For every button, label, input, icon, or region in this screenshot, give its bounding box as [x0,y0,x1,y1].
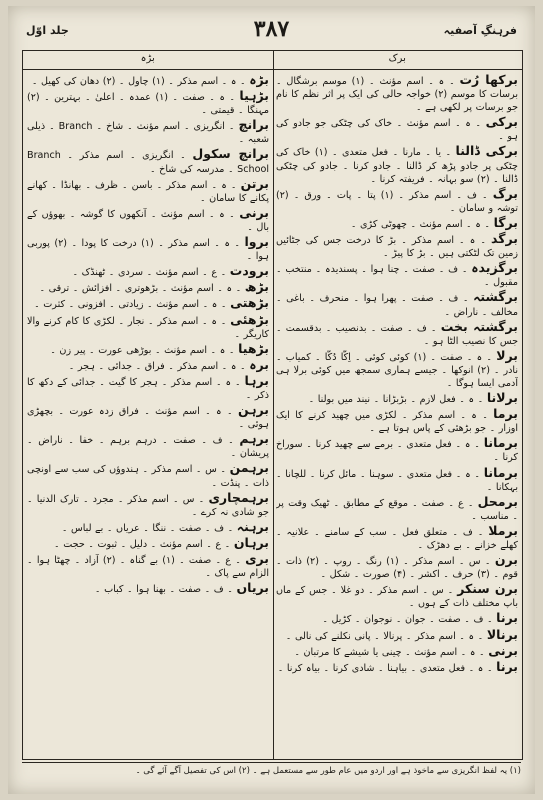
entry-headword: برنالا [486,626,518,642]
entry-headword: برہنہ [236,518,269,534]
dictionary-entry: بروا ۔ ہ ۔ اسم مذکر ۔ (۱) درخت کا پودا ۔ (۲) پوربی ہوا ۔ [27,234,269,263]
entry-definition: س ۔ اسم مذکر ۔ دو غلا ۔ جس کے ماں باپ مختلف ذات کے ہوں ۔ [276,585,518,610]
entry-definition: ہ ۔ اسم مذکر ۔ لکڑی میں چھید کرنے کا ایک اوزار ۔ جو بڑھئی کے پاس ہوتا ہے ۔ [276,410,518,435]
dictionary-entry: بڑھیا ۔ ہ ۔ اسم مؤنث ۔ بوڑھی عورت ۔ پیر زن ۔ [50,340,269,356]
entry-definition: ع ۔ اسم مؤنث ۔ سردی ۔ ٹھنڈک ۔ [72,267,218,279]
entry-definition: ہ ۔ اسم مذکر ۔ پرنالا ۔ پانی نکلنے کی نالی ۔ [285,630,475,642]
entry-definition: ہ ۔ اسم مؤنث ۔ بوڑھی عورت ۔ پیر زن ۔ [50,344,226,356]
entry-headword: برگزیدہ [471,260,518,276]
book-title: فرہنگِ آصفیہ [443,24,517,37]
entry-definition: ف ۔ صفت ۔ چنا ہوا ۔ پسندیدہ ۔ منتخب ۔ مقبول ۔ [276,264,518,289]
entry-headword: برنی [239,204,269,220]
entry-headword: برنا [496,658,518,674]
dictionary-entry: بڑھتی ۔ ہ ۔ اسم مؤنث ۔ زیادتی ۔ افزونی ۔ کثرت ۔ [34,295,269,311]
entry-headword: برہا [244,372,269,388]
entry-definition: ہ ۔ اسم مؤنث ۔ زیادتی ۔ افزونی ۔ کثرت ۔ [34,299,218,311]
entry-headword: برگد [491,231,518,247]
dictionary-entry: برکی ۔ ہ ۔ اسم مؤنث ۔ خاک کی چٹکی جو جادو کی ہو ۔ [276,114,518,143]
entry-headword: برکی ڈالنا [455,143,518,159]
dictionary-page [8,6,535,794]
entry-headword: بڑھیا [238,340,269,356]
entry-headword: برملا [488,522,518,538]
entry-definition: انگریزی ۔ اسم مذکر ۔ Branch School ۔ مدرسہ کی شاخ ۔ [27,150,269,175]
entry-headword: برگا [493,214,518,230]
entry-definition: ہ ۔ اسم مؤنث ۔ آنکھوں کا گوشہ ۔ بھوؤں کے بال ۔ [27,208,269,233]
entry-definition: ہ ۔ فعل متعدی ۔ سوہنا ۔ مائل کرنا ۔ للچانا ۔ بہکانا ۔ [276,468,518,493]
volume-label: جلد اوّل [26,24,69,37]
dictionary-entry: برگد ۔ ہ ۔ اسم مذکر ۔ بڑ کا درخت جس کی جٹائیں زمین تک لٹکتی ہیں ۔ بڑ کا پیڑ ۔ [276,231,518,260]
entry-headword: برتن [240,175,269,191]
entry-headword: برمحل [477,493,518,509]
dictionary-entry: برتن ۔ ہ ۔ اسم مذکر ۔ باسن ۔ ظرف ۔ بھانڈا ۔ کھانے پکانے کا سامان ۔ [27,175,269,204]
dictionary-entry: بریاں ۔ ف ۔ صفت ۔ بھنا ہوا ۔ کباب ۔ [94,580,269,596]
entry-definition: ہ ۔ اسم مذکر ۔ (۱) درخت کا پودا ۔ (۲) پوربی ہوا ۔ [27,238,269,263]
dictionary-entry: بڑھئی ۔ ہ ۔ اسم مذکر ۔ نجار ۔ لکڑی کا کام کرنے والا کاریگر ۔ [27,311,269,340]
dictionary-entry: برنی ۔ ہ ۔ اسم مؤنث ۔ آنکھوں کا گوشہ ۔ بھوؤں کے بال ۔ [27,204,269,233]
left-column [27,73,269,755]
entry-headword: برمانا [483,464,518,480]
entry-definition: ہ ۔ اسم مذکر ۔ ہجر کا گیت ۔ جدائی کے دکھ کا ذکر ۔ [27,376,269,401]
entry-headword: برنی [488,642,518,658]
dictionary-entry: برہنہ ۔ ف ۔ صفت ۔ ننگا ۔ عریاں ۔ بے لباس ۔ [61,518,269,534]
entry-headword: برہن [237,402,269,418]
entry-headword: برگشتہ [473,289,518,305]
entry-headword: برودت [229,263,269,279]
dictionary-entry: برملا ۔ ف ۔ متعلق فعل ۔ سب کے سامنے ۔ علانیہ ۔ کھلے خزانے ۔ بے دھڑک ۔ [276,522,518,551]
dictionary-entry: برہان ۔ ع ۔ اسم مؤنث ۔ دلیل ۔ ثبوت ۔ حجت ۔ [54,534,269,550]
dictionary-entry: برمحل ۔ ع ۔ صفت ۔ موقع کے مطابق ۔ ٹھیک وقت پر ۔ مناسب ۔ [276,493,518,522]
entry-headword: بڑھ [244,279,269,295]
entry-headword: برہ [249,356,269,372]
entry-headword: برہم [239,431,269,447]
dictionary-entry: برلا ۔ ہ ۔ صفت ۔ (۱) کوئی کوئی ۔ اِکّا دُکّا ۔ کمیاب ۔ نادر ۔ (۲) انوکھا ۔ جیسے ہماری سمجھ میں کوئی برلا ہی آدمی ایسا ہوگا ۔ [276,347,518,389]
entry-definition: س ۔ اسم مذکر ۔ (۱) رنگ ۔ روپ ۔ (۲) ذات ۔ قوم ۔ (۳) حرف ۔ اکشر ۔ (۴) صورت ۔ شکل ۔ [276,556,518,581]
entry-headword: برنا [496,610,518,626]
entry-headword: بڑھئی [230,311,269,327]
dictionary-entry: برہن ۔ ہ ۔ اسم مؤنث ۔ فراق زدہ عورت ۔ بچھڑی ہوئی ۔ [27,402,269,431]
entry-definition: ہ ۔ فعل لازم ۔ بڑبڑانا ۔ نیند میں بولنا ۔ [308,394,475,406]
entry-headword: برہمچاری [208,489,269,505]
entry-definition: ہ ۔ اسم مؤنث ۔ چینی یا شیشے کا مرتبان ۔ [294,646,476,658]
entry-definition: ع ۔ صفت ۔ (۱) بے گناہ ۔ (۲) آزاد ۔ چھٹا ہوا ۔ الزام سے پاک ۔ [27,555,269,580]
entry-definition: ع ۔ صفت ۔ موقع کے مطابق ۔ ٹھیک وقت پر ۔ مناسب ۔ [276,497,518,522]
entry-headword: برلا [496,347,518,363]
dictionary-entry: برہمن ۔ س ۔ اسم مذکر ۔ ہندوؤں کی سب سے اونچی ذات ۔ پنڈت ۔ [27,460,269,489]
page-footnote [22,762,521,791]
entry-definition: ہ ۔ اسم مؤنث ۔ چھوٹی کڑی ۔ [350,218,481,230]
dictionary-entry: بڑہ ۔ ہ ۔ اسم مذکر ۔ (۱) چاول ۔ (۲) دھان کی کھیل ۔ [31,73,269,87]
dictionary-entry: برن ۔ س ۔ اسم مذکر ۔ (۱) رنگ ۔ روپ ۔ (۲) ذات ۔ قوم ۔ (۳) حرف ۔ اکشر ۔ (۴) صورت ۔ شکل ۔ [276,552,518,581]
entry-headword: برمانا [483,435,518,451]
entry-definition: ف ۔ صفت ۔ ننگا ۔ عریاں ۔ بے لباس ۔ [61,522,225,534]
entry-headword: برکھا رُت [459,73,518,87]
dictionary-entry: بڑھ ۔ ہ ۔ اسم مؤنث ۔ بڑھوتری ۔ افزائش ۔ ترقی ۔ [39,279,269,295]
entry-definition: ہ ۔ اسم مذکر ۔ فراق ۔ جدائی ۔ ہجر ۔ [68,360,237,372]
entry-headword: برہمن [229,460,269,476]
dictionary-entry: برکی ڈالنا ۔ یا ۔ مارنا ۔ فعل متعدی ۔ (۱) خاک کی چٹکی پر جادو پڑھ کر ڈالنا ۔ جادو کرنا ۔ جادو کی چٹکی ڈالنا ۔ (۲) سو بہانہ ۔ فریفتہ کرنا ۔ [276,143,518,185]
dictionary-entry: برنا ۔ ہ ۔ فعل متعدی ۔ بیاہنا ۔ شادی کرنا ۔ بیاہ کرنا ۔ [277,658,518,674]
entry-headword: بروا [244,234,269,250]
dictionary-entry: برما ۔ ہ ۔ اسم مذکر ۔ لکڑی میں چھید کرنے کا ایک اوزار ۔ جو بڑھئی کے پاس ہوتا ہے ۔ [276,406,518,435]
dictionary-entry: برن سنکر ۔ س ۔ اسم مذکر ۔ دو غلا ۔ جس کے ماں باپ مختلف ذات کے ہوں ۔ [276,581,518,610]
entry-headword: برکی [485,114,518,130]
two-column-frame [22,50,523,760]
dictionary-entry: برہا ۔ ہ ۔ اسم مذکر ۔ ہجر کا گیت ۔ جدائی کے دکھ کا ذکر ۔ [27,372,269,401]
column-divider [273,51,274,759]
entry-definition: ہ ۔ اسم مذکر ۔ نجار ۔ لکڑی کا کام کرنے والا کاریگر ۔ [27,315,269,340]
entry-definition: ہ ۔ اسم مؤنث ۔ خاک کی چٹکی جو جادو کی ہو ۔ [276,118,518,143]
dictionary-entry: بری ۔ ع ۔ صفت ۔ (۱) بے گناہ ۔ (۲) آزاد ۔ چھٹا ہوا ۔ الزام سے پاک ۔ [27,551,269,580]
entry-definition: ف ۔ صفت ۔ درہم برہم ۔ خفا ۔ ناراض ۔ پریشان ۔ [27,435,269,460]
page-number: ۳۸۷ [253,16,290,42]
entry-definition: ف ۔ صفت ۔ بھنا ہوا ۔ کباب ۔ [94,584,224,596]
entry-definition: ف ۔ صفت ۔ جوان ۔ نوجوان ۔ کڑیل ۔ [322,614,484,626]
entry-definition: یا ۔ مارنا ۔ فعل متعدی ۔ (۱) خاک کی چٹکی پر جادو پڑھ کر ڈالنا ۔ جادو کرنا ۔ جادو کی چٹکی ڈالنا ۔ (۲) سو بہانہ ۔ فریفتہ کرنا ۔ [276,147,518,185]
dictionary-entry: برنالا ۔ ہ ۔ اسم مذکر ۔ پرنالا ۔ پانی نکلنے کی نالی ۔ [285,626,518,642]
dictionary-entry: برانچ سکول ۔ انگریزی ۔ اسم مذکر ۔ Branch School ۔ مدرسہ کی شاخ ۔ [27,146,269,175]
dictionary-entry: برانچ ۔ انگریزی ۔ اسم مؤنث ۔ شاخ ۔ Branch ۔ ذیلی شعبہ ۔ [27,117,269,146]
entry-headword: برن سنکر [457,581,518,597]
dictionary-entry: بڑہیا ۔ ہ ۔ صفت ۔ (۱) عمدہ ۔ اعلیٰ ۔ بہترین ۔ (۲) مہنگا ۔ قیمتی ۔ [27,88,269,117]
entry-headword: بریاں [236,580,269,596]
entry-definition: ف ۔ صفت ۔ بدنصیب ۔ بدقسمت ۔ جس کا نصیب الٹا ہو ۔ [276,322,518,347]
dictionary-entry: برکھا رُت ۔ ہ ۔ اسم مؤنث ۔ (۱) موسم برشگال ۔ برسات کا موسم (۲) خواجہ حالی کی ایک پر اثر نظم کا نام جو برسات پر لکھی ہے ۔ [276,73,518,114]
dictionary-entry: برگشتہ بخت ۔ ف ۔ صفت ۔ بدنصیب ۔ بدقسمت ۔ جس کا نصیب الٹا ہو ۔ [276,318,518,347]
entry-definition: ہ ۔ اسم مؤنث ۔ فراق زدہ عورت ۔ بچھڑی ہوئی ۔ [27,406,269,431]
entry-headword: بری [245,551,269,566]
dictionary-entry: برہم ۔ ف ۔ صفت ۔ درہم برہم ۔ خفا ۔ ناراض ۔ پریشان ۔ [27,431,269,460]
entry-definition: ہ ۔ اسم مذکر ۔ باسن ۔ ظرف ۔ بھانڈا ۔ کھانے پکانے کا سامان ۔ [27,179,269,204]
entry-definition: س ۔ اسم مذکر ۔ مجرد ۔ تارک الدنیا ۔ جو شادی نہ کرے ۔ [27,493,269,518]
entry-headword: برن [494,552,518,568]
dictionary-entry: برہ ۔ ہ ۔ اسم مذکر ۔ فراق ۔ جدائی ۔ ہجر ۔ [68,356,269,372]
entry-definition: ہ ۔ فعل متعدی ۔ بیاہنا ۔ شادی کرنا ۔ بیاہ کرنا ۔ [277,662,484,674]
dictionary-entry: برمانا ۔ ہ ۔ فعل متعدی ۔ سوہنا ۔ مائل کرنا ۔ للچانا ۔ بہکانا ۔ [276,464,518,493]
entry-headword: برما [493,406,518,422]
dictionary-entry: برہمچاری ۔ س ۔ اسم مذکر ۔ مجرد ۔ تارک الدنیا ۔ جو شادی نہ کرے ۔ [27,489,269,518]
entry-definition: س ۔ اسم مذکر ۔ ہندوؤں کی سب سے اونچی ذات ۔ پنڈت ۔ [27,464,269,489]
entry-definition: ہ ۔ صفت ۔ (۱) کوئی کوئی ۔ اِکّا دُکّا ۔ کمیاب ۔ نادر ۔ (۲) انوکھا ۔ جیسے ہماری سمجھ میں کوئی برلا ہی آدمی ایسا ہوگا ۔ [276,351,518,389]
entry-definition: ہ ۔ اسم مؤنث ۔ بڑھوتری ۔ افزائش ۔ ترقی ۔ [39,283,233,295]
footnote-text: (۱) یہ لفظ انگریزی سے ماخوذ ہے اور اردو میں عام طور سے مستعمل ہے ۔ (۲) اس کی تفصیل آگے آئے گی ۔ [135,766,521,776]
dictionary-entry: برگزیدہ ۔ ف ۔ صفت ۔ چنا ہوا ۔ پسندیدہ ۔ منتخب ۔ مقبول ۔ [276,260,518,289]
entry-headword: برہان [233,534,269,550]
right-column [276,73,518,755]
entry-definition: ہ ۔ اسم مؤنث ۔ (۱) موسم برشگال ۔ برسات کا موسم (۲) خواجہ حالی کی ایک پر اثر نظم کا نام جو برسات پر لکھی ہے ۔ [276,76,518,114]
entry-definition: ف ۔ متعلق فعل ۔ سب کے سامنے ۔ علانیہ ۔ کھلے خزانے ۔ بے دھڑک ۔ [276,526,518,551]
left-column-head: بڑہ [140,53,155,64]
entry-headword: برلانا [486,390,518,406]
dictionary-entry: برنی ۔ ہ ۔ اسم مؤنث ۔ چینی یا شیشے کا مرتبان ۔ [294,642,518,658]
dictionary-entry: برگا ۔ ہ ۔ اسم مؤنث ۔ چھوٹی کڑی ۔ [350,214,518,230]
right-column-head: برک [388,53,406,64]
entry-definition: انگریزی ۔ اسم مؤنث ۔ شاخ ۔ Branch ۔ ذیلی شعبہ ۔ [27,121,269,146]
entry-headword: بڑھتی [230,295,269,311]
entry-headword: برگشتہ بخت [440,318,518,334]
entry-definition: ف ۔ صفت ۔ پھرا ہوا ۔ منحرف ۔ باغی ۔ مخالف ۔ ناراض ۔ [276,293,518,318]
entry-definition: ع ۔ اسم مؤنث ۔ دلیل ۔ ثبوت ۔ حجت ۔ [54,538,222,550]
dictionary-entry: برگشتہ ۔ ف ۔ صفت ۔ پھرا ہوا ۔ منحرف ۔ باغی ۔ مخالف ۔ ناراض ۔ [276,289,518,318]
dictionary-entry: برلانا ۔ ہ ۔ فعل لازم ۔ بڑبڑانا ۔ نیند میں بولنا ۔ [308,390,518,406]
page-header [22,16,521,46]
dictionary-entry: برودت ۔ ع ۔ اسم مؤنث ۔ سردی ۔ ٹھنڈک ۔ [72,263,269,279]
entry-headword: برانچ [238,117,269,133]
entry-headword: بڑہ [249,73,269,87]
entry-definition: ہ ۔ اسم مذکر ۔ بڑ کا درخت جس کی جٹائیں زمین تک لٹکتی ہیں ۔ بڑ کا پیڑ ۔ [276,235,518,260]
entry-headword: برانچ سکول [192,146,269,162]
dictionary-entry: برنا ۔ ف ۔ صفت ۔ جوان ۔ نوجوان ۔ کڑیل ۔ [322,610,518,626]
dictionary-entry: برمانا ۔ ہ ۔ فعل متعدی ۔ برمے سے چھید کرنا ۔ سوراخ کرنا ۔ [276,435,518,464]
entry-definition: ف ۔ اسم مذکر ۔ (۱) پتا ۔ پات ۔ ورق ۔ (۲) توشہ و سامان ۔ [276,189,518,214]
dictionary-entry: برگ ۔ ف ۔ اسم مذکر ۔ (۱) پتا ۔ پات ۔ ورق ۔ (۲) توشہ و سامان ۔ [276,185,518,214]
entry-definition: ہ ۔ فعل متعدی ۔ برمے سے چھید کرنا ۔ سوراخ کرنا ۔ [276,439,518,464]
entry-definition: ہ ۔ صفت ۔ (۱) عمدہ ۔ اعلیٰ ۔ بہترین ۔ (۲) مہنگا ۔ قیمتی ۔ [27,92,269,117]
entry-definition: ہ ۔ اسم مذکر ۔ (۱) چاول ۔ (۲) دھان کی کھیل ۔ [31,76,237,87]
entry-headword: بڑہیا [239,88,269,104]
entry-headword: برگ [492,185,518,201]
